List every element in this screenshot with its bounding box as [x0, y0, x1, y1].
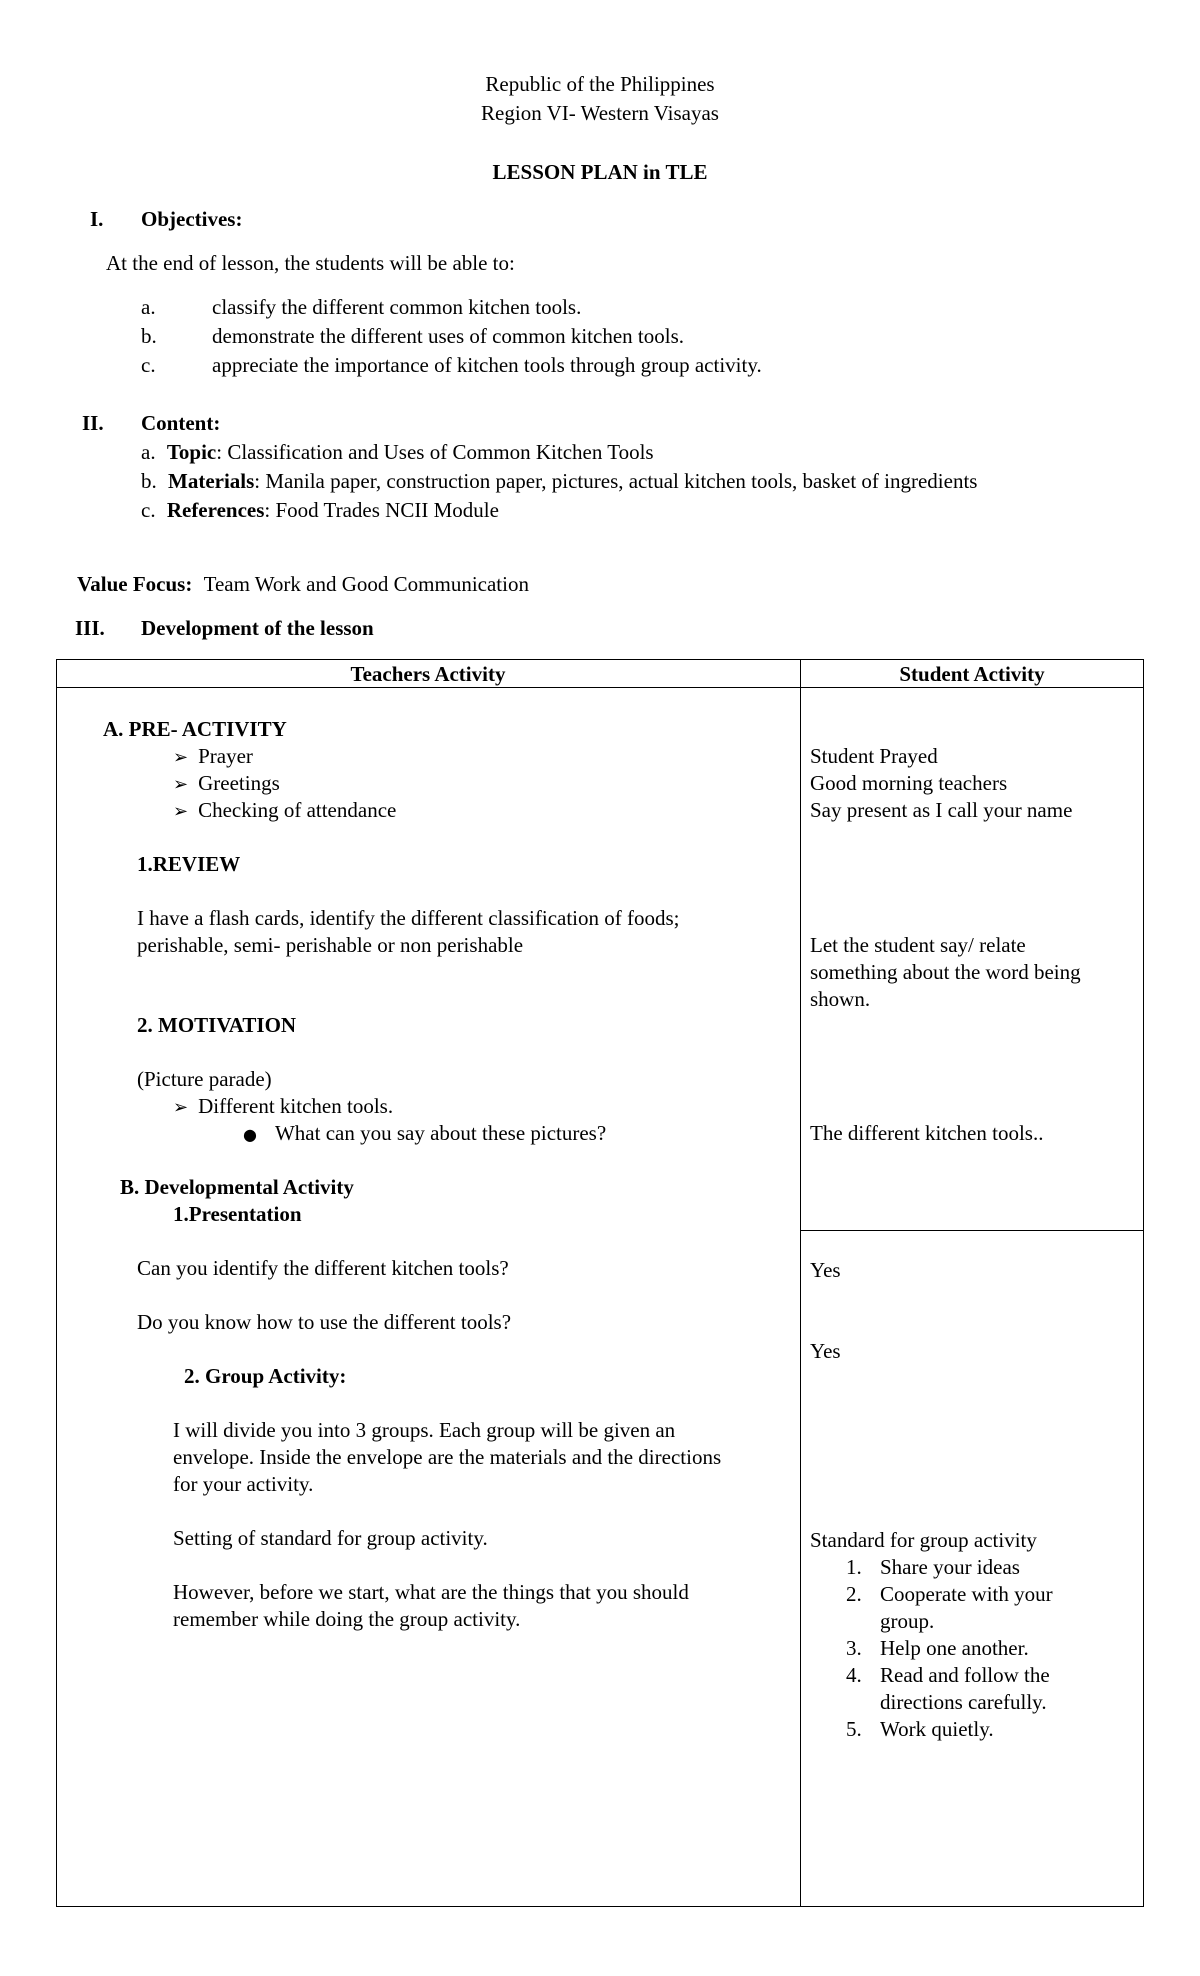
objective-marker: c. — [141, 353, 156, 377]
arrow-bullet-icon: ➢ — [173, 747, 189, 768]
arrow-bullet-icon: ➢ — [173, 774, 189, 795]
content-label: Topic — [166, 440, 217, 464]
objective-marker: b. — [141, 324, 157, 348]
standard-text: group. — [880, 1609, 935, 1633]
pre-activity-bullet: ➢ Checking of attendance — [173, 798, 397, 822]
development-heading: Development of the lesson — [141, 616, 374, 640]
content-item — [141, 497, 499, 524]
dot-bullet-icon: ● — [243, 1125, 257, 1144]
content-label: References — [166, 498, 265, 522]
header-line-2: Region VI- Western Visayas — [481, 101, 719, 125]
objectives-numeral: I. — [90, 207, 104, 231]
standards-heading: Standard for group activity — [810, 1528, 1037, 1552]
standard-number: 2. — [846, 1582, 862, 1606]
content-text: : Classification and Uses of Common Kitchen Tools — [216, 440, 654, 464]
column-header-student: Student Activity — [899, 662, 1045, 686]
content-item — [141, 468, 977, 495]
standard-text: Work quietly. — [880, 1717, 994, 1741]
objectives-heading: Objectives: — [141, 207, 243, 231]
content-text: : Manila paper, construction paper, pictures, actual kitchen tools, basket of ingredients — [254, 469, 978, 493]
presentation-question: Can you identify the different kitchen tools? — [137, 1256, 509, 1280]
motivation-heading: 2. MOTIVATION — [137, 1013, 297, 1037]
student-response: The different kitchen tools.. — [810, 1121, 1044, 1145]
student-response: Good morning teachers — [810, 771, 1008, 795]
arrow-bullet-icon: ➢ — [173, 801, 189, 822]
pre-activity-heading: A. PRE- ACTIVITY — [103, 717, 287, 741]
student-response: Yes — [810, 1339, 841, 1363]
page-title: LESSON PLAN in TLE — [492, 160, 708, 184]
motivation-text: (Picture parade) — [137, 1067, 272, 1091]
review-text: perishable, semi- perishable or non perishable — [137, 933, 524, 957]
review-heading: 1.REVIEW — [137, 852, 241, 876]
objective-marker: a. — [141, 295, 156, 319]
pre-activity-bullet: ➢ Prayer — [173, 744, 253, 768]
arrow-bullet-icon: ➢ — [173, 1097, 189, 1118]
student-response: Say present as I call your name — [810, 798, 1073, 822]
content-marker: c. — [141, 498, 156, 522]
group-activity-text: I will divide you into 3 groups. Each group will be given an — [173, 1418, 676, 1442]
student-response: shown. — [810, 987, 871, 1011]
content-label: Materials — [168, 469, 255, 493]
group-activity-text: envelope. Inside the envelope are the materials and the directions — [173, 1445, 722, 1469]
standard-text: Read and follow the — [880, 1663, 1050, 1687]
standard-number: 4. — [846, 1663, 862, 1687]
student-response: Student Prayed — [810, 744, 938, 768]
review-text: I have a flash cards, identify the different classification of foods; — [137, 906, 680, 930]
content-text: : Food Trades NCII Module — [264, 498, 499, 522]
group-activity-text: Setting of standard for group activity. — [173, 1526, 488, 1550]
pre-activity-bullet: ➢ Greetings — [173, 771, 280, 795]
standard-text: Help one another. — [880, 1636, 1029, 1660]
student-response: Let the student say/ relate — [810, 933, 1026, 957]
group-activity-heading: 2. Group Activity: — [184, 1364, 347, 1388]
standard-number: 1. — [846, 1555, 862, 1579]
presentation-question: Do you know how to use the different tools? — [137, 1310, 512, 1334]
column-header-teacher: Teachers Activity — [350, 662, 506, 686]
student-response: something about the word being — [810, 960, 1081, 984]
content-item — [141, 439, 654, 466]
student-cell-divider — [800, 1230, 1144, 1231]
table-column-divider — [800, 659, 801, 1907]
motivation-sub-bullet: ● What can you say about these pictures? — [243, 1121, 607, 1145]
objectives-intro: At the end of lesson, the students will be able to: — [106, 251, 515, 275]
standard-text: directions carefully. — [880, 1690, 1047, 1714]
standard-text: Share your ideas — [880, 1555, 1020, 1579]
development-numeral: III. — [75, 616, 105, 640]
objective-text: classify the different common kitchen tools. — [212, 295, 582, 319]
standard-text: Cooperate with your — [880, 1582, 1053, 1606]
motivation-bullet: ➢ Different kitchen tools. — [173, 1094, 394, 1118]
content-numeral: II. — [82, 411, 104, 435]
group-activity-text: remember while doing the group activity. — [173, 1607, 521, 1631]
developmental-heading: B. Developmental Activity — [120, 1175, 354, 1199]
content-marker: b. — [141, 469, 157, 493]
group-activity-text: However, before we start, what are the things that you should — [173, 1580, 689, 1604]
group-activity-text: for your activity. — [173, 1472, 314, 1496]
value-focus — [77, 571, 529, 598]
value-focus-label: Value Focus: — [77, 572, 193, 596]
presentation-heading: 1.Presentation — [173, 1202, 302, 1226]
student-response: Yes — [810, 1258, 841, 1282]
content-heading: Content: — [141, 411, 221, 435]
content-marker: a. — [141, 440, 156, 464]
value-focus-text: Team Work and Good Communication — [203, 572, 529, 596]
header-line-1: Republic of the Philippines — [485, 72, 715, 96]
objective-text: appreciate the importance of kitchen tools through group activity. — [212, 353, 762, 377]
standard-number: 3. — [846, 1636, 862, 1660]
objective-text: demonstrate the different uses of common kitchen tools. — [212, 324, 684, 348]
standard-number: 5. — [846, 1717, 862, 1741]
